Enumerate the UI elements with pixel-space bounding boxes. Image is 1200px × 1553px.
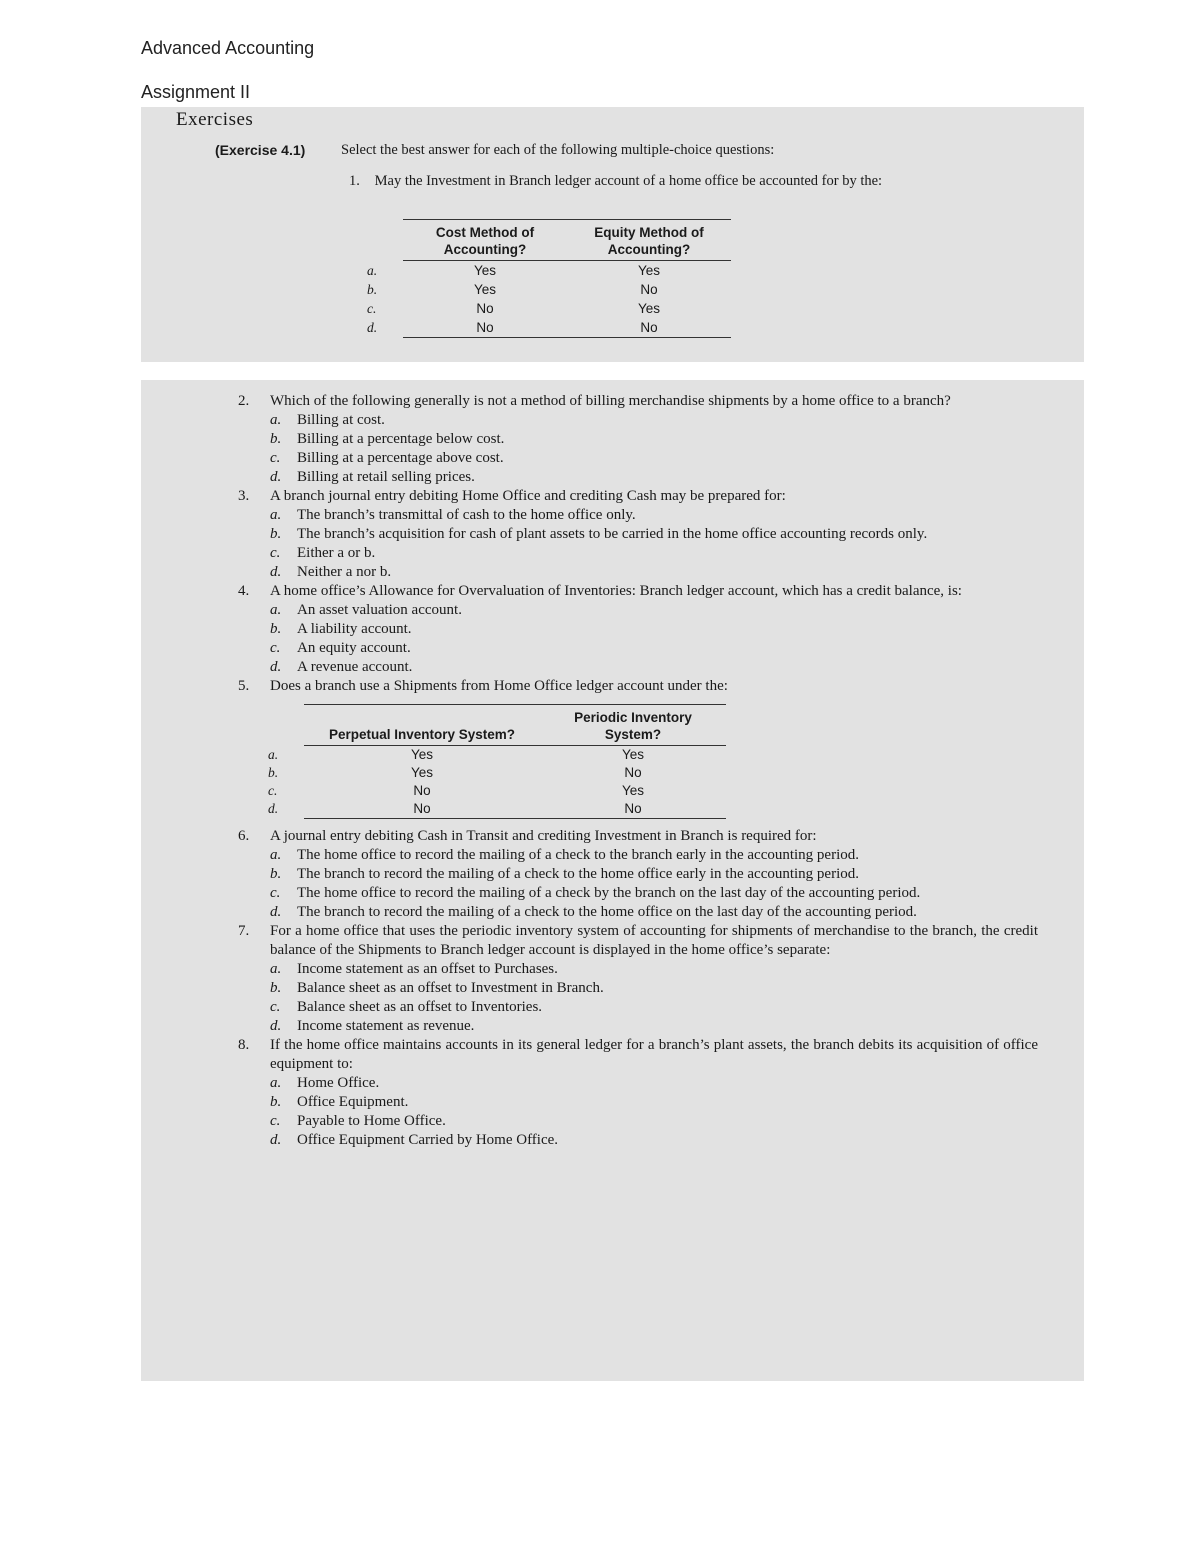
table-cell: No — [413, 783, 431, 798]
option-item — [238, 846, 1038, 865]
option-item — [238, 411, 1038, 430]
option-letter: c. — [268, 783, 278, 798]
question-text: A journal entry debiting Cash in Transit and crediting Investment in Branch is required for: — [270, 828, 817, 844]
option-item — [238, 601, 1038, 620]
option-letter: d. — [270, 904, 282, 920]
option-item — [238, 563, 1038, 582]
question-6 — [238, 827, 1038, 922]
question-text: Which of the following generally is not a method of billing merchandise shipments by a home office to a branch? — [270, 393, 951, 409]
table-cell: No — [624, 765, 642, 780]
option-text: Income statement as an offset to Purchases. — [297, 961, 558, 977]
option-letter: d. — [268, 801, 279, 817]
option-text: The home office to record the mailing of a check by the branch on the last day of the accounting period. — [297, 885, 921, 901]
table-cell: No — [304, 800, 540, 819]
option-letter: d. — [367, 320, 378, 336]
option-letter: b. — [270, 431, 282, 447]
option-text: The home office to record the mailing of a check to the branch early in the accounting period. — [297, 847, 860, 863]
question-1 — [349, 173, 882, 190]
question-4 — [238, 582, 1038, 677]
table-row — [268, 782, 726, 800]
option-letter: d. — [270, 469, 282, 485]
section-heading: Exercises — [176, 109, 254, 130]
option-letter: c. — [270, 999, 281, 1015]
question-text: Does a branch use a Shipments from Home Office ledger account under the: — [270, 678, 728, 694]
table-cell: No — [567, 318, 731, 338]
question-number: 1. — [349, 173, 360, 189]
option-letter: a. — [270, 507, 282, 523]
option-item — [238, 884, 1038, 903]
option-text: The branch’s acquisition for cash of plant assets to be carried in the home office accounting records only. — [297, 526, 928, 542]
option-text: Neither a nor b. — [297, 564, 392, 580]
option-letter: a. — [268, 746, 279, 762]
option-text: Home Office. — [297, 1075, 380, 1091]
question-text: For a home office that uses the periodic inventory system of accounting for shipments of merchandise to the branch, the credit balance of the Shipments to Branch ledger account is displayed in the home office’s separate: — [270, 923, 1038, 958]
option-letter: a. — [270, 961, 282, 977]
question-5 — [238, 677, 1038, 819]
table-cell: Yes — [637, 301, 661, 316]
option-item — [238, 1093, 1038, 1112]
option-text: The branch to record the mailing of a check to the home office early in the accounting period. — [297, 866, 860, 882]
question-number: 3. — [238, 488, 250, 504]
question-number: 8. — [238, 1037, 250, 1053]
option-letter: d. — [270, 1132, 282, 1148]
answer-table-q1 — [367, 219, 731, 338]
option-text: Office Equipment. — [297, 1094, 409, 1110]
option-item — [238, 865, 1038, 884]
question-number: 6. — [238, 828, 250, 844]
exercise-instruction: Select the best answer for each of the following multiple-choice questions: — [341, 142, 775, 158]
option-letter: b. — [270, 866, 282, 882]
question-number: 2. — [238, 393, 250, 409]
option-item — [238, 430, 1038, 449]
option-text: An equity account. — [297, 640, 411, 656]
option-letter: c. — [270, 450, 281, 466]
option-text: Office Equipment Carried by Home Office. — [297, 1132, 559, 1148]
option-item — [238, 960, 1038, 979]
option-letter: b. — [270, 621, 282, 637]
table-row — [268, 800, 726, 819]
option-letter: c. — [270, 1113, 281, 1129]
option-letter: d. — [270, 659, 282, 675]
table-cell: No — [403, 318, 567, 338]
table-cell: Yes — [473, 263, 497, 278]
option-item — [238, 449, 1038, 468]
question-number: 4. — [238, 583, 250, 599]
option-letter: b. — [268, 765, 279, 780]
question-text: A branch journal entry debiting Home Office and crediting Cash may be prepared for: — [270, 488, 786, 504]
question-text: If the home office maintains accounts in its general ledger for a branch’s plant assets, the branch debits its acquisition of office equipment to: — [270, 1037, 1038, 1072]
question-3 — [238, 487, 1038, 582]
table-row — [367, 280, 731, 299]
question-7 — [238, 922, 1038, 1036]
option-item — [238, 1112, 1038, 1131]
document-subtitle: Assignment II — [141, 82, 251, 102]
option-text: Billing at cost. — [297, 412, 385, 428]
exercise-panel-top — [141, 107, 1084, 362]
option-text: A revenue account. — [297, 659, 413, 675]
column-header: Periodic Inventory System? — [540, 705, 726, 746]
option-letter: a. — [270, 847, 282, 863]
table-cell: No — [476, 301, 494, 316]
question-text: A home office’s Allowance for Overvaluation of Inventories: Branch ledger account, which has a credit balance, is: — [270, 583, 962, 599]
option-letter: a. — [367, 262, 378, 278]
option-text: An asset valuation account. — [297, 602, 462, 618]
table-row — [367, 318, 731, 338]
option-letter: b. — [270, 526, 282, 542]
option-letter: a. — [270, 602, 282, 618]
table-cell: Yes — [410, 747, 434, 762]
option-text: Balance sheet as an offset to Inventories. — [297, 999, 543, 1015]
option-letter: a. — [270, 412, 282, 428]
exercise-panel-questions — [141, 380, 1084, 1381]
option-text: The branch to record the mailing of a check to the home office on the last day of the accounting period. — [297, 904, 917, 920]
table-row — [268, 764, 726, 782]
table-cell: Yes — [621, 783, 645, 798]
option-item — [238, 506, 1038, 525]
table-row — [268, 746, 726, 765]
question-list — [238, 392, 1038, 1150]
option-text: Balance sheet as an offset to Investment in Branch. — [297, 980, 604, 996]
table-cell: Yes — [410, 765, 434, 780]
question-text: May the Investment in Branch ledger account of a home office be accounted for by the: — [374, 173, 883, 189]
option-letter: c. — [270, 640, 281, 656]
document-title: Advanced Accounting — [141, 38, 315, 58]
option-letter: d. — [270, 564, 282, 580]
option-text: Billing at a percentage below cost. — [297, 431, 505, 447]
question-8 — [238, 1036, 1038, 1150]
option-letter: d. — [270, 1018, 282, 1034]
option-item — [238, 1074, 1038, 1093]
table-cell: Yes — [637, 263, 661, 278]
option-letter: b. — [367, 282, 378, 297]
table-cell: No — [640, 282, 658, 297]
column-header: Equity Method of Accounting? — [567, 220, 731, 261]
option-text: Income statement as revenue. — [297, 1018, 475, 1034]
table-row — [367, 299, 731, 318]
option-item — [238, 544, 1038, 563]
option-item — [238, 468, 1038, 487]
answer-table-q5 — [268, 704, 726, 819]
option-letter: c. — [270, 885, 281, 901]
exercise-label: (Exercise 4.1) — [215, 142, 306, 158]
column-header: Perpetual Inventory System? — [304, 705, 540, 746]
question-number: 7. — [238, 923, 250, 939]
option-text: A liability account. — [297, 621, 412, 637]
option-item — [238, 620, 1038, 639]
option-item — [238, 1131, 1038, 1150]
option-item — [238, 998, 1038, 1017]
option-text: The branch’s transmittal of cash to the home office only. — [297, 507, 636, 523]
option-letter: c. — [367, 301, 377, 316]
table-cell: Yes — [473, 282, 497, 297]
table-cell: Yes — [621, 747, 645, 762]
question-2 — [238, 392, 1038, 487]
option-item — [238, 903, 1038, 922]
option-letter: c. — [270, 545, 281, 561]
option-item — [238, 1017, 1038, 1036]
question-number: 5. — [238, 678, 250, 694]
option-item — [238, 639, 1038, 658]
option-text: Payable to Home Office. — [297, 1113, 446, 1129]
option-letter: a. — [270, 1075, 282, 1091]
option-text: Billing at a percentage above cost. — [297, 450, 504, 466]
option-text: Either a or b. — [297, 545, 376, 561]
option-letter: b. — [270, 980, 282, 996]
column-header: Cost Method of Accounting? — [403, 220, 567, 261]
option-text: Billing at retail selling prices. — [297, 469, 475, 485]
option-item — [238, 979, 1038, 998]
option-letter: b. — [270, 1094, 282, 1110]
table-row — [367, 261, 731, 281]
table-cell: No — [540, 800, 726, 819]
option-item — [238, 525, 1038, 544]
option-item — [238, 658, 1038, 677]
